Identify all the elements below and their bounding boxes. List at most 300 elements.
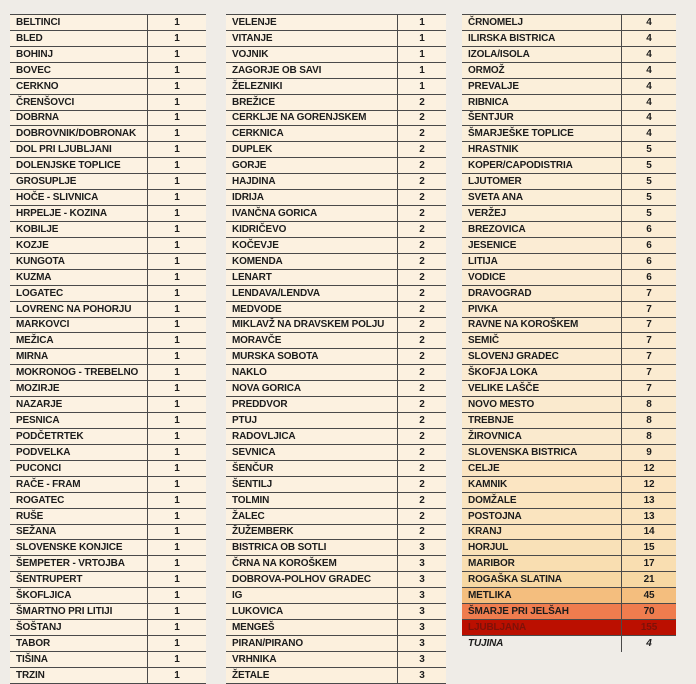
count-cell[interactable]: 1 xyxy=(174,335,180,347)
table-row xyxy=(226,509,446,525)
municipality-name-cell[interactable]: NOVA GORICA xyxy=(226,381,398,396)
count-cell[interactable]: 2 xyxy=(419,303,425,315)
municipality-name-cell[interactable]: IDRIJA xyxy=(226,190,398,205)
count-cell[interactable]: 1 xyxy=(174,430,180,442)
municipality-name-cell[interactable]: HORJUL xyxy=(462,540,622,555)
municipality-name-cell[interactable]: BREŽICE xyxy=(226,95,398,110)
count-cell[interactable]: 6 xyxy=(646,239,652,251)
municipality-name-cell[interactable]: TREBNJE xyxy=(462,413,622,428)
municipality-name-cell[interactable]: PREDDVOR xyxy=(226,397,398,412)
municipality-name-cell[interactable]: CERKNO xyxy=(10,79,148,94)
table-row xyxy=(462,381,676,397)
municipality-name-cell[interactable]: ŽETALE xyxy=(226,668,398,683)
municipality-name-cell[interactable]: MEŽICA xyxy=(10,333,148,348)
count-cell[interactable]: 3 xyxy=(419,606,425,618)
count-cell[interactable]: 2 xyxy=(419,208,425,220)
municipality-name-cell[interactable]: ŠKOFJA LOKA xyxy=(462,365,622,380)
municipality-name-cell[interactable]: RIBNICA xyxy=(462,95,622,110)
municipality-name-cell[interactable]: ŠMARJE PRI JELŠAH xyxy=(462,604,622,619)
municipality-name-cell[interactable]: KUZMA xyxy=(10,270,148,285)
municipality-name-cell[interactable]: DOBROVA-POLHOV GRADEC xyxy=(226,572,398,587)
count-cell[interactable]: 3 xyxy=(419,621,425,633)
count-cell[interactable]: 1 xyxy=(174,271,180,283)
municipality-name-cell[interactable]: VITANJE xyxy=(226,31,398,46)
table-row xyxy=(462,604,676,620)
table-row xyxy=(226,95,446,111)
count-cell[interactable]: 15 xyxy=(643,542,655,554)
municipality-name-cell[interactable]: POSTOJNA xyxy=(462,509,622,524)
count-cell[interactable]: 1 xyxy=(174,80,180,92)
table-row xyxy=(462,572,676,588)
municipality-name-cell[interactable]: MORAVČE xyxy=(226,333,398,348)
count-cell[interactable]: 1 xyxy=(174,287,180,299)
count-cell[interactable]: 70 xyxy=(643,606,655,618)
municipality-name-cell[interactable]: RUŠE xyxy=(10,509,148,524)
municipality-name-cell[interactable]: JESENICE xyxy=(462,238,622,253)
municipality-name-cell[interactable]: TIŠINA xyxy=(10,652,148,667)
municipality-name-cell[interactable]: HAJDINA xyxy=(226,174,398,189)
municipality-name-cell[interactable]: LOVRENC NA POHORJU xyxy=(10,302,148,317)
count-cell[interactable]: 1 xyxy=(174,64,180,76)
municipality-name-cell[interactable]: PTUJ xyxy=(226,413,398,428)
table-row xyxy=(10,254,206,270)
count-cell[interactable]: 2 xyxy=(419,271,425,283)
count-cell[interactable]: 1 xyxy=(174,558,180,570)
count-cell[interactable]: 2 xyxy=(419,478,425,490)
count-cell[interactable]: 9 xyxy=(646,446,652,458)
count-cell[interactable]: 7 xyxy=(646,287,652,299)
table-row xyxy=(10,318,206,334)
municipality-name-cell[interactable]: KOBILJE xyxy=(10,222,148,237)
municipality-name-cell[interactable]: ŠENČUR xyxy=(226,461,398,476)
municipality-name-cell[interactable]: ŽALEC xyxy=(226,509,398,524)
municipality-name-cell[interactable]: HOČE - SLIVNICA xyxy=(10,190,148,205)
municipality-name-cell[interactable]: HRPELJE - KOZINA xyxy=(10,206,148,221)
municipality-name-cell[interactable]: MOZIRJE xyxy=(10,381,148,396)
table-row xyxy=(226,556,446,572)
count-cell[interactable]: 2 xyxy=(419,192,425,204)
table-row xyxy=(462,111,676,127)
municipality-name-cell[interactable]: KOMENDA xyxy=(226,254,398,269)
count-cell[interactable]: 1 xyxy=(174,160,180,172)
count-cell[interactable]: 8 xyxy=(646,399,652,411)
count-cell[interactable]: 1 xyxy=(174,351,180,363)
count-cell[interactable]: 1 xyxy=(174,208,180,220)
count-cell[interactable]: 3 xyxy=(419,653,425,665)
count-cell[interactable]: 1 xyxy=(174,526,180,538)
count-cell[interactable]: 21 xyxy=(643,574,655,586)
municipality-name-cell[interactable]: NOVO MESTO xyxy=(462,397,622,412)
table-row xyxy=(462,397,676,413)
municipality-name-cell[interactable]: KRANJ xyxy=(462,525,622,540)
table-row xyxy=(10,206,206,222)
count-cell[interactable]: 2 xyxy=(419,383,425,395)
count-cell[interactable]: 4 xyxy=(646,112,652,124)
count-cell[interactable]: 1 xyxy=(174,367,180,379)
count-cell[interactable]: 1 xyxy=(174,383,180,395)
municipality-name-cell[interactable]: MARKOVCI xyxy=(10,318,148,333)
count-cell[interactable]: 1 xyxy=(174,223,180,235)
count-cell[interactable]: 1 xyxy=(419,80,425,92)
municipality-name-cell[interactable]: ŠENTRUPERT xyxy=(10,572,148,587)
table-column-3 xyxy=(462,14,676,652)
count-cell[interactable]: 1 xyxy=(174,319,180,331)
municipality-name-cell[interactable]: BREZOVICA xyxy=(462,222,622,237)
table-row xyxy=(226,668,446,684)
municipality-name-cell[interactable]: NAKLO xyxy=(226,365,398,380)
municipality-name-cell[interactable]: PODČETRTEK xyxy=(10,429,148,444)
table-row xyxy=(226,254,446,270)
table-row xyxy=(462,158,676,174)
count-cell[interactable]: 8 xyxy=(646,430,652,442)
table-row xyxy=(226,222,446,238)
count-cell[interactable]: 3 xyxy=(419,669,425,681)
count-cell[interactable]: 2 xyxy=(419,415,425,426)
count-cell[interactable]: 4 xyxy=(646,48,652,60)
municipality-name-cell[interactable]: ŽIROVNICA xyxy=(462,429,622,444)
municipality-name-cell[interactable]: MARIBOR xyxy=(462,556,622,571)
municipality-name-cell[interactable]: KOZJE xyxy=(10,238,148,253)
table-row xyxy=(226,79,446,95)
count-cell[interactable]: 1 xyxy=(174,606,180,618)
table-row xyxy=(226,206,446,222)
table-row xyxy=(10,238,206,254)
municipality-name-cell[interactable]: PREVALJE xyxy=(462,79,622,94)
table-row xyxy=(462,525,676,541)
municipality-name-cell[interactable]: ŠENTILJ xyxy=(226,477,398,492)
municipality-name-cell[interactable]: VELENJE xyxy=(226,15,398,30)
count-cell[interactable]: 4 xyxy=(646,16,652,28)
table-row xyxy=(10,222,206,238)
count-cell[interactable]: 2 xyxy=(419,144,425,156)
count-cell[interactable]: 1 xyxy=(174,96,180,108)
table-row xyxy=(226,381,446,397)
municipality-name-cell[interactable]: ILIRSKA BISTRICA xyxy=(462,31,622,46)
count-cell[interactable]: 4 xyxy=(646,64,652,76)
municipality-name-cell[interactable]: VRHNIKA xyxy=(226,652,398,667)
municipality-name-cell[interactable]: CERKNICA xyxy=(226,126,398,141)
table-row xyxy=(462,349,676,365)
table-row xyxy=(226,286,446,302)
count-cell[interactable]: 2 xyxy=(419,526,425,538)
municipality-name-cell[interactable]: ORMOŽ xyxy=(462,63,622,78)
count-cell[interactable]: 1 xyxy=(419,16,425,28)
count-cell[interactable]: 3 xyxy=(419,542,425,554)
municipality-name-cell[interactable]: CELJE xyxy=(462,461,622,476)
municipality-name-cell[interactable]: BOHINJ xyxy=(10,47,148,62)
count-cell[interactable]: 8 xyxy=(646,415,652,426)
count-cell[interactable]: 4 xyxy=(646,80,652,92)
count-cell[interactable]: 1 xyxy=(174,16,180,28)
municipality-name-cell[interactable]: MEDVODE xyxy=(226,302,398,317)
municipality-name-cell[interactable]: RADOVLJICA xyxy=(226,429,398,444)
municipality-name-cell[interactable]: ŽELEZNIKI xyxy=(226,79,398,94)
count-cell[interactable]: 2 xyxy=(419,255,425,267)
count-cell[interactable]: 1 xyxy=(174,446,180,458)
count-cell[interactable]: 1 xyxy=(174,653,180,665)
municipality-name-cell[interactable]: RAČE - FRAM xyxy=(10,477,148,492)
municipality-name-cell[interactable]: TRZIN xyxy=(10,668,148,683)
count-cell[interactable]: 1 xyxy=(174,128,180,140)
count-cell[interactable]: 1 xyxy=(174,494,180,506)
count-cell[interactable]: 2 xyxy=(419,223,425,235)
count-cell[interactable]: 1 xyxy=(174,144,180,156)
table-row xyxy=(462,270,676,286)
table-row xyxy=(226,158,446,174)
count-cell[interactable]: 2 xyxy=(419,367,425,379)
count-cell[interactable]: 1 xyxy=(174,574,180,586)
count-cell[interactable]: 1 xyxy=(174,112,180,124)
count-cell[interactable]: 2 xyxy=(419,287,425,299)
table-row xyxy=(226,318,446,334)
count-cell[interactable]: 7 xyxy=(646,335,652,347)
count-cell[interactable]: 7 xyxy=(646,367,652,379)
count-cell[interactable]: 2 xyxy=(419,351,425,363)
municipality-name-cell[interactable]: LJUBLJANA xyxy=(462,620,622,635)
municipality-name-cell[interactable]: MIRNA xyxy=(10,349,148,364)
count-cell[interactable]: 2 xyxy=(419,96,425,108)
count-cell[interactable]: 1 xyxy=(419,32,425,44)
municipality-name-cell[interactable]: SVETA ANA xyxy=(462,190,622,205)
count-cell[interactable]: 5 xyxy=(646,192,652,204)
municipality-name-cell[interactable]: PUCONCI xyxy=(10,461,148,476)
table-row xyxy=(10,31,206,47)
count-cell[interactable]: 1 xyxy=(174,462,180,474)
municipality-name-cell[interactable]: MIKLAVŽ NA DRAVSKEM POLJU xyxy=(226,318,398,333)
municipality-name-cell[interactable]: BLED xyxy=(10,31,148,46)
municipality-name-cell[interactable]: ČRNA NA KOROŠKEM xyxy=(226,556,398,571)
table-row xyxy=(10,588,206,604)
table-row xyxy=(10,604,206,620)
count-cell[interactable]: 5 xyxy=(646,176,652,188)
municipality-name-cell[interactable]: ČRNOMELJ xyxy=(462,15,622,30)
municipality-name-cell[interactable]: DOBROVNIK/DOBRONAK xyxy=(10,126,148,141)
count-cell[interactable]: 7 xyxy=(646,319,652,331)
municipality-name-cell[interactable]: VODICE xyxy=(462,270,622,285)
municipality-name-cell[interactable]: PIRAN/PIRANO xyxy=(226,636,398,651)
count-cell[interactable]: 12 xyxy=(643,462,655,474)
municipality-name-cell[interactable]: GORJE xyxy=(226,158,398,173)
count-cell[interactable]: 1 xyxy=(174,669,180,681)
municipality-name-cell[interactable]: ŠENTJUR xyxy=(462,111,622,126)
count-cell[interactable]: 3 xyxy=(419,590,425,602)
municipality-name-cell[interactable]: IG xyxy=(226,588,398,603)
municipality-name-cell[interactable]: LENART xyxy=(226,270,398,285)
count-cell[interactable]: 3 xyxy=(419,637,425,649)
municipality-name-cell[interactable]: SEŽANA xyxy=(10,525,148,540)
table-row xyxy=(462,318,676,334)
count-cell[interactable]: 2 xyxy=(419,399,425,411)
count-cell[interactable]: 1 xyxy=(174,478,180,490)
municipality-name-cell[interactable]: ČRENŠOVCI xyxy=(10,95,148,110)
count-cell[interactable]: 5 xyxy=(646,208,652,220)
table-row xyxy=(462,15,676,31)
count-cell[interactable]: 1 xyxy=(174,176,180,188)
table-row xyxy=(226,413,446,429)
count-cell[interactable]: 2 xyxy=(419,128,425,140)
count-cell[interactable]: 2 xyxy=(419,446,425,458)
municipality-name-cell[interactable]: KOPER/CAPODISTRIA xyxy=(462,158,622,173)
municipality-name-cell[interactable]: PESNICA xyxy=(10,413,148,428)
municipality-name-cell[interactable]: ŽUŽEMBERK xyxy=(226,525,398,540)
table-row xyxy=(10,47,206,63)
municipality-name-cell[interactable]: DOLENJSKE TOPLICE xyxy=(10,158,148,173)
municipality-name-cell[interactable]: KOČEVJE xyxy=(226,238,398,253)
municipality-name-cell[interactable]: ROGATEC xyxy=(10,493,148,508)
count-cell[interactable]: 1 xyxy=(174,399,180,411)
municipality-name-cell[interactable]: ŠMARTNO PRI LITIJI xyxy=(10,604,148,619)
table-row xyxy=(10,636,206,652)
count-cell[interactable]: 12 xyxy=(643,478,655,490)
municipality-name-cell[interactable]: LENDAVA/LENDVA xyxy=(226,286,398,301)
count-cell[interactable]: 45 xyxy=(643,590,655,602)
municipality-name-cell[interactable]: RAVNE NA KOROŠKEM xyxy=(462,318,622,333)
count-cell[interactable]: 1 xyxy=(419,64,425,76)
count-cell[interactable]: 1 xyxy=(174,621,180,633)
count-cell[interactable]: 17 xyxy=(643,558,655,570)
table-row xyxy=(462,556,676,572)
count-cell[interactable]: 1 xyxy=(174,32,180,44)
count-cell[interactable]: 1 xyxy=(174,510,180,522)
count-cell[interactable]: 6 xyxy=(646,223,652,235)
count-cell[interactable]: 2 xyxy=(419,112,425,124)
municipality-name-cell[interactable]: LJUTOMER xyxy=(462,174,622,189)
count-cell[interactable]: 155 xyxy=(640,621,658,633)
count-cell[interactable]: 1 xyxy=(174,239,180,251)
municipality-name-cell[interactable]: KAMNIK xyxy=(462,477,622,492)
municipality-name-cell[interactable]: VELIKE LAŠČE xyxy=(462,381,622,396)
count-cell[interactable]: 7 xyxy=(646,351,652,363)
count-cell[interactable]: 2 xyxy=(419,494,425,506)
municipality-name-cell[interactable]: LITIJA xyxy=(462,254,622,269)
municipality-name-cell[interactable]: CERKLJE NA GORENJSKEM xyxy=(226,111,398,126)
municipality-name-cell[interactable]: SLOVENSKE KONJICE xyxy=(10,540,148,555)
count-cell[interactable]: 1 xyxy=(174,48,180,60)
table-row xyxy=(10,668,206,684)
count-cell[interactable]: 6 xyxy=(646,271,652,283)
municipality-name-cell[interactable]: TUJINA xyxy=(462,636,622,652)
count-cell[interactable]: 6 xyxy=(646,255,652,267)
municipality-name-cell[interactable]: DUPLEK xyxy=(226,142,398,157)
municipality-name-cell[interactable]: TABOR xyxy=(10,636,148,651)
count-cell[interactable]: 1 xyxy=(174,303,180,315)
count-cell[interactable]: 13 xyxy=(643,494,655,506)
count-cell[interactable]: 1 xyxy=(174,590,180,602)
count-cell[interactable]: 2 xyxy=(419,160,425,172)
municipality-name-cell[interactable]: BISTRICA OB SOTLI xyxy=(226,540,398,555)
municipality-name-cell[interactable]: BOVEC xyxy=(10,63,148,78)
count-cell[interactable]: 4 xyxy=(646,128,652,140)
municipality-name-cell[interactable]: DOBRNA xyxy=(10,111,148,126)
count-cell[interactable]: 2 xyxy=(419,335,425,347)
municipality-name-cell[interactable]: SLOVENSKA BISTRICA xyxy=(462,445,622,460)
table-row xyxy=(10,63,206,79)
municipality-name-cell[interactable]: VERŽEJ xyxy=(462,206,622,221)
count-cell[interactable]: 2 xyxy=(419,319,425,331)
municipality-name-cell[interactable]: ŠEMPETER - VRTOJBA xyxy=(10,556,148,571)
count-cell[interactable]: 1 xyxy=(174,255,180,267)
count-cell[interactable]: 2 xyxy=(419,510,425,522)
table-row xyxy=(10,572,206,588)
table-row xyxy=(10,477,206,493)
count-cell[interactable]: 3 xyxy=(419,574,425,586)
municipality-name-cell[interactable]: DRAVOGRAD xyxy=(462,286,622,301)
count-cell[interactable]: 2 xyxy=(419,239,425,251)
count-cell[interactable]: 2 xyxy=(419,462,425,474)
municipality-name-cell[interactable]: DOL PRI LJUBLJANI xyxy=(10,142,148,157)
count-cell[interactable]: 13 xyxy=(643,510,655,522)
count-cell[interactable]: 1 xyxy=(174,542,180,554)
municipality-name-cell[interactable]: MURSKA SOBOTA xyxy=(226,349,398,364)
municipality-name-cell[interactable]: LUKOVICA xyxy=(226,604,398,619)
count-cell[interactable]: 1 xyxy=(174,415,180,426)
table-row xyxy=(226,111,446,127)
table-row xyxy=(10,15,206,31)
count-cell[interactable]: 2 xyxy=(419,430,425,442)
table-row xyxy=(226,572,446,588)
municipality-name-cell[interactable]: ROGAŠKA SLATINA xyxy=(462,572,622,587)
municipality-name-cell[interactable]: LOGATEC xyxy=(10,286,148,301)
table-row xyxy=(226,397,446,413)
municipality-name-cell[interactable]: KIDRIČEVO xyxy=(226,222,398,237)
count-cell[interactable]: 3 xyxy=(419,558,425,570)
municipality-name-cell[interactable]: ŠMARJEŠKE TOPLICE xyxy=(462,126,622,141)
municipality-name-cell[interactable]: ŠKOFLJICA xyxy=(10,588,148,603)
municipality-name-cell[interactable]: GROSUPLJE xyxy=(10,174,148,189)
municipality-name-cell[interactable]: IZOLA/ISOLA xyxy=(462,47,622,62)
municipality-name-cell[interactable]: DOMŽALE xyxy=(462,493,622,508)
municipality-name-cell[interactable]: PIVKA xyxy=(462,302,622,317)
municipality-name-cell[interactable]: VOJNIK xyxy=(226,47,398,62)
municipality-name-cell[interactable]: NAZARJE xyxy=(10,397,148,412)
count-cell[interactable]: 4 xyxy=(646,638,652,650)
table-column-1 xyxy=(10,14,206,684)
table-row xyxy=(10,95,206,111)
municipality-name-cell[interactable]: KUNGOTA xyxy=(10,254,148,269)
municipality-name-cell[interactable]: SEMIČ xyxy=(462,333,622,348)
municipality-name-cell[interactable]: SEVNICA xyxy=(226,445,398,460)
municipality-name-cell[interactable]: ZAGORJE OB SAVI xyxy=(226,63,398,78)
count-cell[interactable]: 5 xyxy=(646,160,652,172)
table-row xyxy=(462,63,676,79)
municipality-name-cell[interactable]: SLOVENJ GRADEC xyxy=(462,349,622,364)
count-cell[interactable]: 7 xyxy=(646,383,652,395)
count-cell[interactable]: 4 xyxy=(646,96,652,108)
count-cell[interactable]: 1 xyxy=(174,637,180,649)
municipality-name-cell[interactable]: IVANČNA GORICA xyxy=(226,206,398,221)
table-row xyxy=(226,620,446,636)
count-cell[interactable]: 1 xyxy=(174,192,180,204)
count-cell[interactable]: 14 xyxy=(643,526,655,538)
table-row xyxy=(10,158,206,174)
count-cell[interactable]: 4 xyxy=(646,32,652,44)
table-row xyxy=(226,349,446,365)
municipality-name-cell[interactable]: HRASTNIK xyxy=(462,142,622,157)
municipality-name-cell[interactable]: METLIKA xyxy=(462,588,622,603)
municipality-name-cell[interactable]: MOKRONOG - TREBELNO xyxy=(10,365,148,380)
municipality-name-cell[interactable]: BELTINCI xyxy=(10,15,148,30)
count-cell[interactable]: 1 xyxy=(419,48,425,60)
municipality-name-cell[interactable]: ŠOŠTANJ xyxy=(10,620,148,635)
table-row xyxy=(462,31,676,47)
table-row xyxy=(10,620,206,636)
count-cell[interactable]: 2 xyxy=(419,176,425,188)
municipality-name-cell[interactable]: PODVELKA xyxy=(10,445,148,460)
municipality-name-cell[interactable]: MENGEŠ xyxy=(226,620,398,635)
count-cell[interactable]: 5 xyxy=(646,144,652,156)
municipality-name-cell[interactable]: TOLMIN xyxy=(226,493,398,508)
count-cell[interactable]: 7 xyxy=(646,303,652,315)
